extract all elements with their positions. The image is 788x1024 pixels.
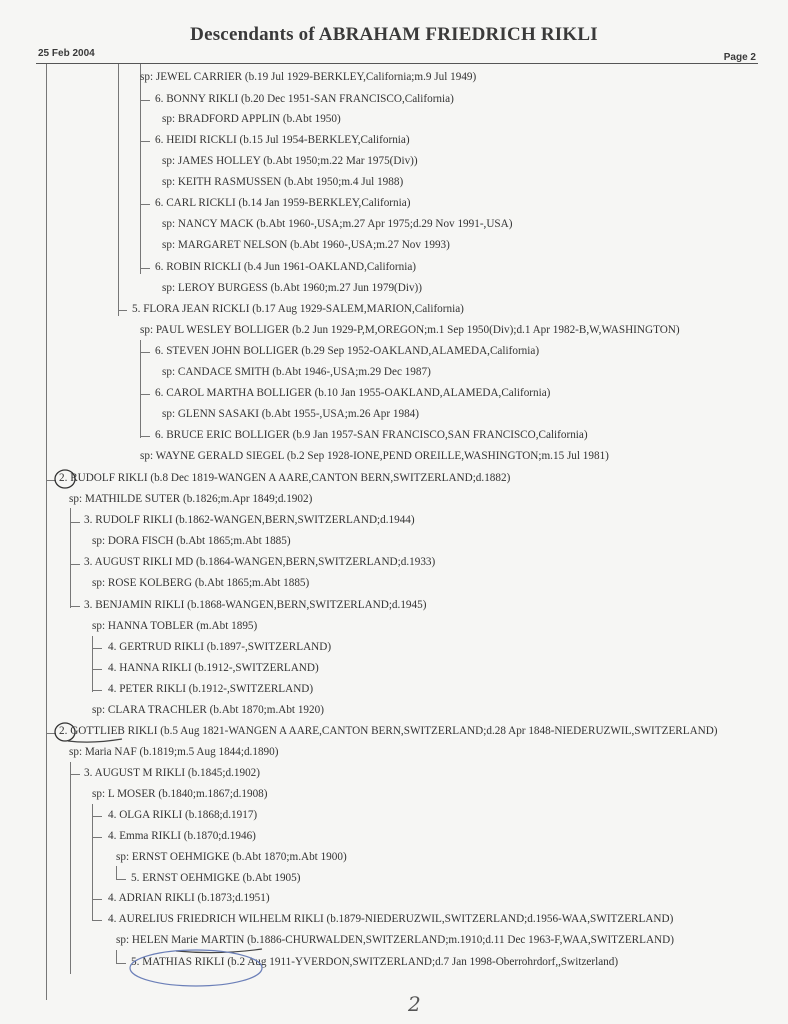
descendant-entry: 4. HANNA RIKLI (b.1912-,SWITZERLAND)	[108, 662, 319, 674]
descendant-entry: 2. GOTTLIEB RIKLI (b.5 Aug 1821-WANGEN A AARE,CANTON BERN,SWITZERLAND;d.28 Apr 1848-NIEDERUZWIL,SWITZERLAND)	[59, 725, 718, 737]
pen-oval	[130, 950, 262, 986]
descendant-entry: 4. PETER RIKLI (b.1912-,SWITZERLAND)	[108, 683, 314, 695]
page-number: Page 2	[723, 52, 756, 63]
descendant-entry: sp: PAUL WESLEY BOLLIGER (b.2 Jun 1929-P,M,OREGON;m.1 Sep 1950(Div);d.1 Apr 1982-B,W,WASHINGTON)	[140, 324, 680, 336]
descendant-entry: sp: NANCY MACK (b.Abt 1960-,USA;m.27 Apr 1975;d.29 Nov 1991-,USA)	[162, 218, 513, 230]
descendant-entry: sp: DORA FISCH (b.Abt 1865;m.Abt 1885)	[92, 535, 291, 547]
descendant-entry: sp: LEROY BURGESS (b.Abt 1960;m.27 Jun 1979(Div))	[162, 282, 423, 294]
pen-circle	[55, 470, 75, 488]
pen-circle	[55, 723, 75, 741]
descendant-entry: 4. Emma RIKLI (b.1870;d.1946)	[108, 830, 256, 842]
report-title: Descendants of ABRAHAM FRIEDRICH RIKLI	[190, 24, 598, 45]
descendant-entry: sp: L MOSER (b.1840;m.1867;d.1908)	[92, 788, 268, 800]
descendant-entry: 3. BENJAMIN RIKLI (b.1868-WANGEN,BERN,SWITZERLAND;d.1945)	[84, 599, 427, 611]
descendant-entry: sp: WAYNE GERALD SIEGEL (b.2 Sep 1928-IONE,PEND OREILLE,WASHINGTON;m.15 Jul 1981)	[140, 450, 609, 462]
descendant-entry: sp: BRADFORD APPLIN (b.Abt 1950)	[162, 113, 341, 125]
descendant-entry: sp: GLENN SASAKI (b.Abt 1955-,USA;m.26 Apr 1984)	[162, 408, 420, 420]
descendant-entry: 3. AUGUST M RIKLI (b.1845;d.1902)	[84, 767, 260, 779]
descendant-entry: sp: CANDACE SMITH (b.Abt 1946-,USA;m.29 Dec 1987)	[162, 366, 431, 378]
descendant-entry: 6. BRUCE ERIC BOLLIGER (b.9 Jan 1957-SAN FRANCISCO,SAN FRANCISCO,California)	[155, 429, 588, 441]
descendant-entry: sp: ROSE KOLBERG (b.Abt 1865;m.Abt 1885)	[92, 577, 310, 589]
descendant-entry: 6. ROBIN RICKLI (b.4 Jun 1961-OAKLAND,California)	[155, 261, 417, 273]
descendant-entry: sp: CLARA TRACHLER (b.Abt 1870;m.Abt 1920)	[92, 704, 324, 716]
descendant-entry: sp: Maria NAF (b.1819;m.5 Aug 1844;d.1890)	[69, 746, 279, 758]
descendant-entry: 3. AUGUST RIKLI MD (b.1864-WANGEN,BERN,SWITZERLAND;d.1933)	[84, 556, 436, 568]
descendant-entry: 6. CAROL MARTHA BOLLIGER (b.10 Jan 1955-OAKLAND,ALAMEDA,California)	[155, 387, 551, 399]
descendant-entry: sp: KEITH RASMUSSEN (b.Abt 1950;m.4 Jul 1988)	[162, 176, 404, 188]
descendant-entry: 4. GERTRUD RIKLI (b.1897-,SWITZERLAND)	[108, 641, 332, 653]
descendant-entry: 4. AURELIUS FRIEDRICH WILHELM RIKLI (b.1879-NIEDERUZWIL,SWITZERLAND;d.1956-WAA,SWITZERLAND)	[108, 913, 674, 925]
descendant-entry: 3. RUDOLF RIKLI (b.1862-WANGEN,BERN,SWITZERLAND;d.1944)	[84, 514, 415, 526]
descendant-entry: 6. HEIDI RICKLI (b.15 Jul 1954-BERKLEY,California)	[155, 134, 410, 146]
descendant-entry: sp: JEWEL CARRIER (b.19 Jul 1929-BERKLEY,California;m.9 Jul 1949)	[140, 71, 477, 83]
pen-underline	[68, 739, 122, 742]
descendant-entry: 6. BONNY RIKLI (b.20 Dec 1951-SAN FRANCISCO,California)	[155, 93, 454, 105]
report-date: 25 Feb 2004	[38, 48, 95, 59]
descendant-entry: 4. ADRIAN RIKLI (b.1873;d.1951)	[108, 892, 270, 904]
descendant-entry: sp: MATHILDE SUTER (b.1826;m.Apr 1849;d.1902)	[69, 493, 313, 505]
descendant-entry: sp: ERNST OEHMIGKE (b.Abt 1870;m.Abt 1900)	[116, 851, 347, 863]
descendant-entry: sp: JAMES HOLLEY (b.Abt 1950;m.22 Mar 1975(Div))	[162, 155, 418, 167]
descendant-entry: 6. STEVEN JOHN BOLLIGER (b.29 Sep 1952-OAKLAND,ALAMEDA,California)	[155, 345, 540, 357]
descendant-entry: 5. FLORA JEAN RICKLI (b.17 Aug 1929-SALEM,MARION,California)	[132, 303, 464, 315]
descendant-entry: 5. ERNST OEHMIGKE (b.Abt 1905)	[131, 872, 301, 884]
handwritten-page-number: 2	[408, 992, 421, 1016]
descendant-entry: sp: HELEN Marie MARTIN (b.1886-CHURWALDEN,SWITZERLAND;m.1910;d.11 Dec 1963-F,WAA,SWITZERLAND)	[116, 934, 674, 946]
descendant-entry: 2. RUDOLF RIKLI (b.8 Dec 1819-WANGEN A AARE,CANTON BERN,SWITZERLAND;d.1882)	[59, 472, 511, 484]
descendant-entry: sp: MARGARET NELSON (b.Abt 1960-,USA;m.27 Nov 1993)	[162, 239, 450, 251]
descendant-entry: 6. CARL RICKLI (b.14 Jan 1959-BERKLEY,California)	[155, 197, 411, 209]
descendant-entry: sp: HANNA TOBLER (m.Abt 1895)	[92, 620, 258, 632]
descendant-entry: 4. OLGA RIKLI (b.1868;d.1917)	[108, 809, 258, 821]
descendant-entry: 5. MATHIAS RIKLI (b.2 Aug 1911-YVERDON,SWITZERLAND;d.7 Jan 1998-Oberrohrdorf,,Switzerland)	[131, 956, 619, 968]
